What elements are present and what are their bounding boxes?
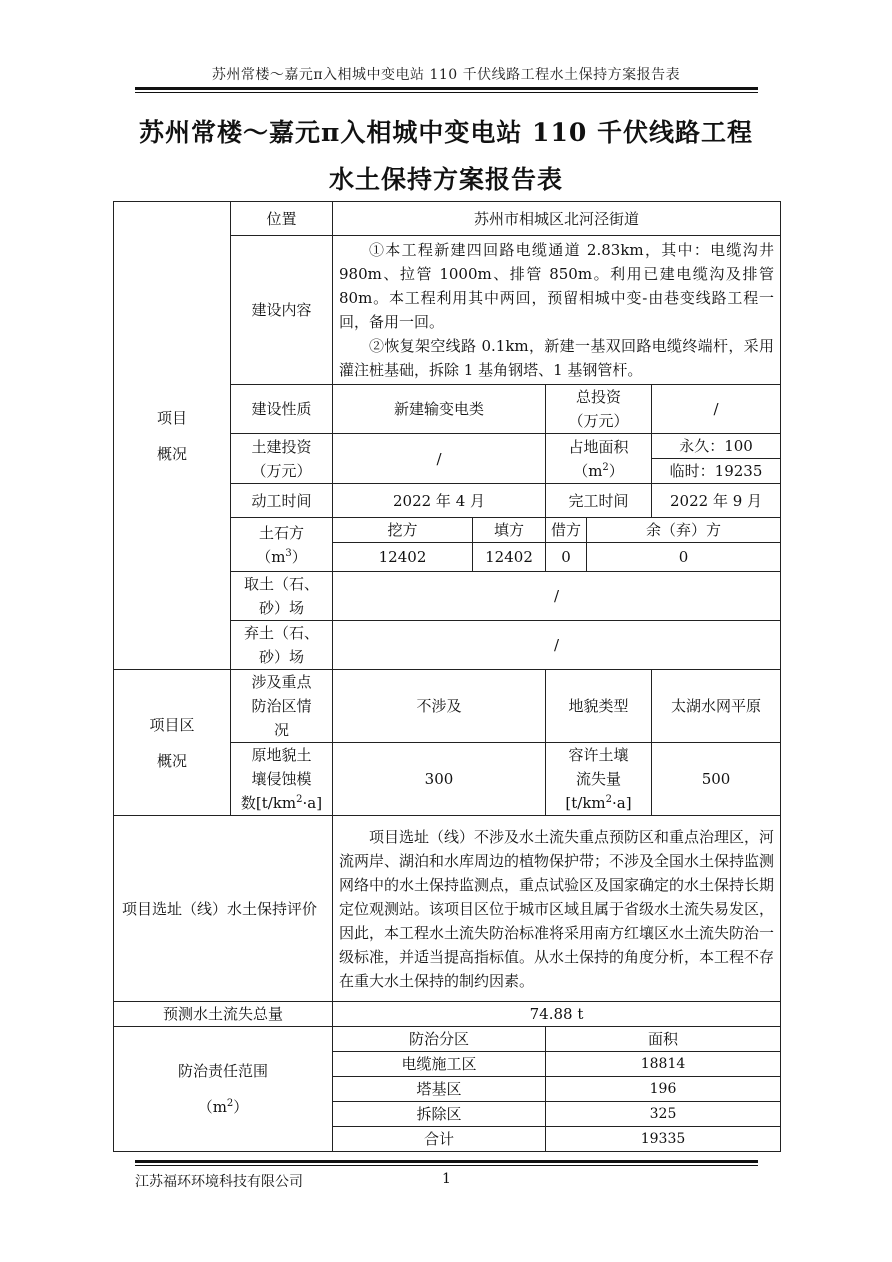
construction-content-item-1: ①本工程新建四回路电缆通道 2.83km，其中：电缆沟井 980m、拉管 1000m、排管 850m。利用已建电缆沟及排管 80m。本工程利用其中两回，预留相城中变-由巷变线路工程一回，备用一回。 — [339, 241, 775, 331]
earthwork-header-borrow: 借方 — [546, 518, 587, 543]
key-zone-value: 不涉及 — [333, 670, 546, 743]
responsibility-area: 196 — [546, 1077, 781, 1102]
responsibility-area: 18814 — [546, 1052, 781, 1077]
header-rule-thin — [135, 92, 758, 93]
spoil-site-label: 弃土（石、 砂）场 — [231, 621, 333, 670]
document-title-line1: 苏州常楼～嘉元π入相城中变电站 110 千伏线路工程 — [139, 118, 753, 147]
total-investment-value: / — [652, 385, 781, 434]
responsibility-total-value: 19335 — [546, 1127, 781, 1152]
footer-rule-thick — [135, 1160, 758, 1163]
earthwork-value-fill: 12402 — [473, 543, 546, 572]
end-time-value: 2022 年 9 月 — [652, 484, 781, 518]
allowable-loss-label: 容许土壤 流失量 $[t/km^2\cdot a]$ — [546, 743, 652, 816]
footer-page-number: 1 — [442, 1171, 451, 1187]
end-time-label: 完工时间 — [546, 484, 652, 518]
responsibility-zone: 拆除区 — [333, 1102, 546, 1127]
predicted-loss-label: 预测水土流失总量 — [114, 1002, 333, 1027]
borrow-site-label: 取土（石、 砂）场 — [231, 572, 333, 621]
allowable-loss-value: 500 — [652, 743, 781, 816]
construction-content-label: 建设内容 — [231, 236, 333, 385]
footer-rule-thin — [135, 1165, 758, 1166]
responsibility-zone: 电缆施工区 — [333, 1052, 546, 1077]
land-area-label: 占地面积 $(m^2)$ — [546, 434, 652, 484]
earthwork-header-surplus: 余（弃）方 — [587, 518, 781, 543]
document-title-line2: 水土保持方案报告表 — [328, 165, 563, 194]
responsibility-zone: 塔基区 — [333, 1077, 546, 1102]
responsibility-area: 325 — [546, 1102, 781, 1127]
erosion-modulus-label: 原地貌土 壤侵蚀模 数$[t/km^2\cdot a]$ — [231, 743, 333, 816]
start-time-value: 2022 年 4 月 — [333, 484, 546, 518]
responsibility-header-zone: 防治分区 — [333, 1027, 546, 1052]
land-area-permanent: 永久：100 — [652, 434, 781, 459]
responsibility-total-label: 合计 — [333, 1127, 546, 1152]
total-investment-label: 总投资 （万元） — [546, 385, 652, 434]
landform-value: 太湖水网平原 — [652, 670, 781, 743]
construction-nature-label: 建设性质 — [231, 385, 333, 434]
land-area-temporary: 临时：19235 — [652, 459, 781, 484]
earthwork-label: 土石方 $(m^3)$ — [231, 518, 333, 572]
earthwork-header-excavation: 挖方 — [333, 518, 473, 543]
construction-content-item-2: ②恢复架空线路 0.1km，新建一基双回路电缆终端杆，采用灌注桩基础，拆除 1 基角钢塔、1 基钢管杆。 — [339, 337, 775, 379]
civil-investment-label: 土建投资 （万元） — [231, 434, 333, 484]
spoil-site-value: / — [333, 621, 781, 670]
location-label: 位置 — [231, 202, 333, 236]
project-overview-section-label: 项目 概况 — [114, 202, 231, 670]
predicted-loss-value: 74.88 t — [333, 1002, 781, 1027]
responsibility-range-label: 防治责任范围 $(m^2)$ — [114, 1027, 333, 1152]
site-evaluation-label: 项目选址（线）水土保持评价 — [114, 816, 333, 1002]
responsibility-header-area: 面积 — [546, 1027, 781, 1052]
borrow-site-value: / — [333, 572, 781, 621]
site-evaluation-text: 项目选址（线）不涉及水土流失重点预防区和重点治理区，河流两岸、湖泊和水库周边的植物保护带；不涉及全国水土保持监测网络中的水土保持监测点，重点试验区及国家确定的水土保持长期定位观测站。该项目区位于城市区域且属于省级水土流失易发区，因此，本工程水土流失防治标准将采用南方红壤区水土流失防治一级标准，并适当提高指标值。从水土保持的角度分析，本工程不存在重大水土保持的制约因素。 — [333, 816, 781, 1002]
footer-company: 江苏福环环境科技有限公司 — [135, 1174, 303, 1190]
key-zone-label: 涉及重点 防治区情 况 — [231, 670, 333, 743]
construction-nature-value: 新建输变电类 — [333, 385, 546, 434]
project-area-section-label: 项目区 概况 — [114, 670, 231, 816]
location-value: 苏州市相城区北河泾街道 — [333, 202, 781, 236]
landform-label: 地貌类型 — [546, 670, 652, 743]
construction-content-value — [333, 236, 781, 385]
report-table — [113, 201, 781, 1152]
earthwork-value-excavation: 12402 — [333, 543, 473, 572]
civil-investment-value: / — [333, 434, 546, 484]
earthwork-value-borrow: 0 — [546, 543, 587, 572]
running-header: 苏州常楼～嘉元π入相城中变电站 110 千伏线路工程水土保持方案报告表 — [211, 67, 681, 83]
earthwork-header-fill: 填方 — [473, 518, 546, 543]
header-rule-thick — [135, 87, 758, 90]
erosion-modulus-value: 300 — [333, 743, 546, 816]
earthwork-value-surplus: 0 — [587, 543, 781, 572]
start-time-label: 动工时间 — [231, 484, 333, 518]
